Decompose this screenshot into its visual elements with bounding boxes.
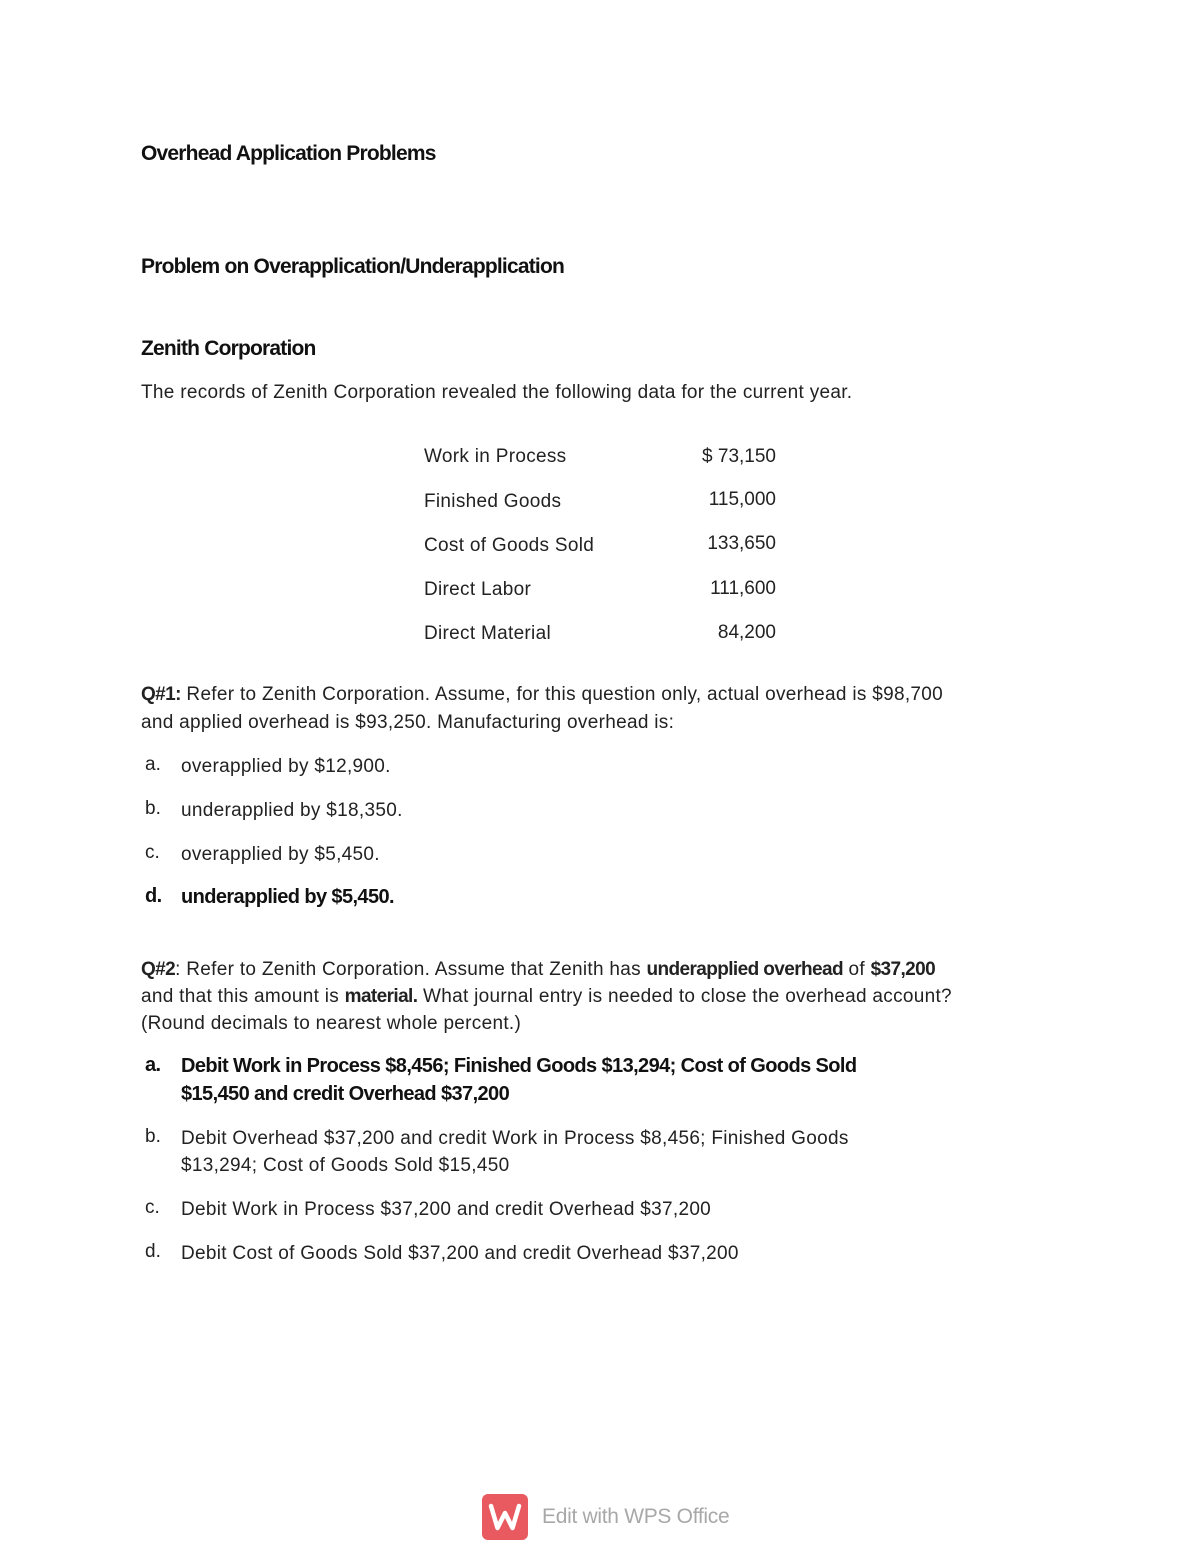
option-text: Debit Overhead $37,200 and credit Work in Process $8,456; Finished Goods <box>181 1128 849 1149</box>
option-letter: b. <box>145 798 161 819</box>
option-letter: c. <box>145 842 160 863</box>
data-value: 84,200 <box>717 622 776 643</box>
edit-with-wps-link[interactable]: Edit with WPS Office <box>542 1505 730 1528</box>
wps-logo-icon[interactable] <box>482 1494 528 1540</box>
option-text: Debit Cost of Goods Sold $37,200 and credit Overhead $37,200 <box>181 1243 739 1264</box>
option-text-correct: underapplied by $5,450. <box>181 886 394 908</box>
q1-prompt-line2: and applied overhead is $93,250. Manufacturing overhead is: <box>141 712 675 733</box>
q2-emphasis: $37,200 <box>870 959 936 980</box>
q1-label: Q#1: <box>141 684 181 705</box>
data-value: 115,000 <box>708 489 776 510</box>
q2-text: What journal entry is needed to close the overhead account? <box>417 986 952 1007</box>
company-name: Zenith Corporation <box>141 337 316 360</box>
data-label: Finished Goods <box>424 491 562 512</box>
option-text: Debit Work in Process $37,200 and credit Overhead $37,200 <box>181 1199 712 1220</box>
data-label: Direct Labor <box>424 579 532 600</box>
data-label: Work in Process <box>424 446 567 467</box>
q2-text: and that this amount is <box>141 986 345 1007</box>
section-title: Problem on Overapplication/Underapplication <box>141 255 565 278</box>
q2-emphasis: material. <box>344 986 418 1007</box>
q1-text: Refer to Zenith Corporation. Assume, for this question only, actual overhead is $98,700 <box>180 684 944 705</box>
q2-emphasis: underapplied overhead <box>646 959 843 980</box>
data-label: Direct Material <box>424 623 551 644</box>
option-text: $13,294; Cost of Goods Sold $15,450 <box>181 1155 510 1176</box>
option-text-correct: Debit Work in Process $8,456; Finished Goods $13,294; Cost of Goods Sold <box>181 1055 857 1077</box>
data-value: $ 73,150 <box>702 446 776 467</box>
q2-text: : Refer to Zenith Corporation. Assume that Zenith has <box>175 959 647 980</box>
data-value: 133,650 <box>707 533 776 554</box>
option-text: overapplied by $12,900. <box>181 756 391 777</box>
q2-prompt-line2 <box>141 983 952 1010</box>
q1-prompt-line1 <box>141 681 943 708</box>
q2-prompt-line1 <box>141 956 935 983</box>
option-letter: a. <box>145 754 161 775</box>
option-text: underapplied by $18,350. <box>181 800 403 821</box>
option-text-correct: $15,450 and credit Overhead $37,200 <box>181 1083 510 1105</box>
q2-label: Q#2 <box>141 959 176 980</box>
option-letter: d. <box>145 1241 161 1262</box>
q2-prompt-line3: (Round decimals to nearest whole percent.) <box>141 1013 522 1034</box>
option-letter: b. <box>145 1126 161 1147</box>
company-intro: The records of Zenith Corporation revealed the following data for the current year. <box>141 382 853 403</box>
option-letter-correct: d. <box>145 885 162 907</box>
data-value: 111,600 <box>710 578 776 599</box>
option-letter: c. <box>145 1197 160 1218</box>
option-text: overapplied by $5,450. <box>181 844 380 865</box>
document-title: Overhead Application Problems <box>141 142 436 165</box>
option-letter-correct: a. <box>145 1054 161 1076</box>
q2-text: of <box>842 959 871 980</box>
data-label: Cost of Goods Sold <box>424 535 595 556</box>
